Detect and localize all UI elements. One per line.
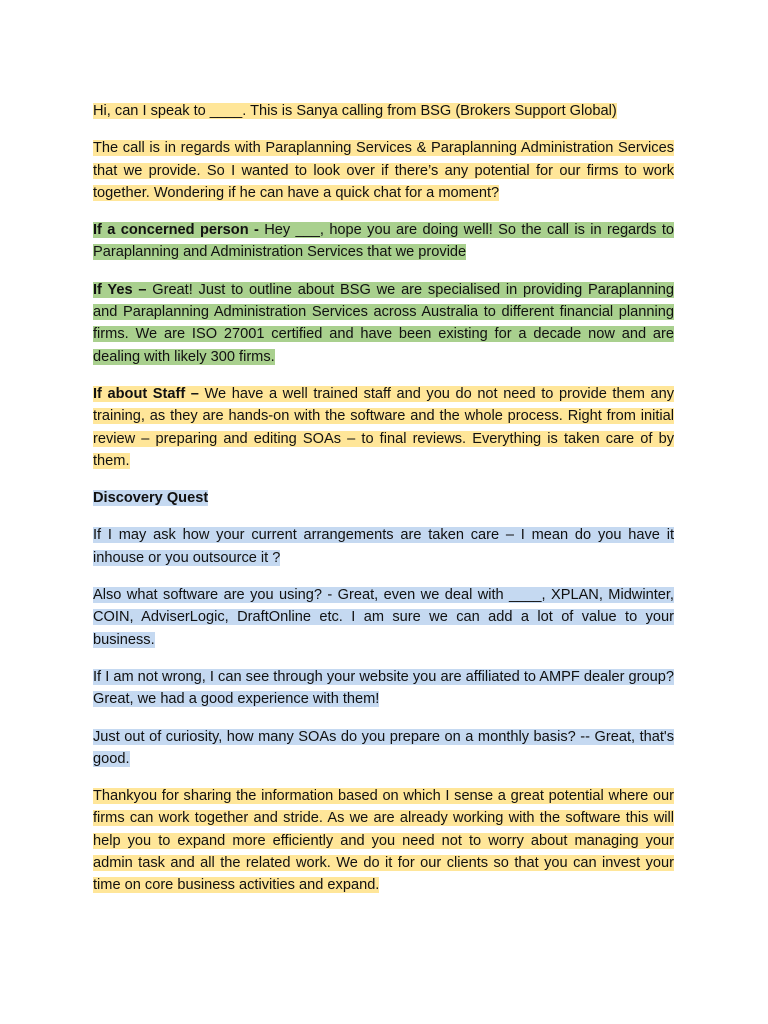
discovery-heading-paragraph	[93, 487, 674, 509]
soas-text: Just out of curiosity, how many SOAs do you prepare on a monthly basis? -- Great, that's good.	[93, 728, 674, 767]
discovery-heading: Discovery Quest	[93, 490, 209, 507]
if-yes-paragraph	[93, 279, 674, 368]
arrangements-text: If I may ask how your current arrangements are taken care – I mean do you have it inhouse or you outsource it ?	[93, 527, 674, 566]
greeting-paragraph	[93, 100, 674, 122]
concerned-person-paragraph	[93, 219, 674, 264]
soas-paragraph	[93, 726, 674, 771]
software-text: Also what software are you using? - Great, even we deal with ____, XPLAN, Midwinter, COIN, AdviserLogic, DraftOnline etc. I am sure we can add a lot of value to your business.	[93, 587, 674, 648]
about-staff-paragraph	[93, 383, 674, 472]
about-staff-lead: If about Staff –	[93, 385, 199, 402]
intro-text: The call is in regards with Paraplanning Services & Paraplanning Administration Services that we provide. So I wanted to look over if there’s any potential for our firms to work together. Wondering if he can have a quick chat for a moment?	[93, 140, 674, 201]
intro-paragraph	[93, 137, 674, 204]
arrangements-paragraph	[93, 524, 674, 569]
about-staff-text: We have a well trained staff and you do not need to provide them any training, as they are hands-on with the software and the whole process. Right from initial review – preparing and editing SOAs – to final reviews. Everything is taken care of by them.	[93, 385, 674, 469]
greeting-text: Hi, can I speak to ____. This is Sanya calling from BSG (Brokers Support Global)	[93, 103, 617, 119]
software-paragraph	[93, 584, 674, 651]
if-yes-lead: If Yes –	[93, 281, 147, 298]
dealer-group-text: If I am not wrong, I can see through your website you are affiliated to AMPF dealer group? Great, we had a good experience with them!	[93, 668, 674, 708]
closing-paragraph	[93, 785, 674, 896]
dealer-group-paragraph	[93, 666, 674, 711]
if-yes-text: Great! Just to outline about BSG we are specialised in providing Paraplanning and Paraplanning Administration Services across Australia to different financial planning firms. We are ISO 27001 certified and have been existing for a decade now and are dealing with likely 300 firms.	[93, 281, 674, 365]
concerned-person-lead: If a concerned person -	[93, 222, 259, 239]
concerned-person-text: Hey ___, hope you are doing well! So the call is in regards to Paraplanning and Administration Services that we provide	[93, 222, 674, 261]
closing-text: Thankyou for sharing the information based on which I sense a great potential where our firms can work together and stride. As we are already working with the software this will help you to expand more efficiently and you need not to worry about managing your admin task and all the related work. We do it for our clients so that you can invest your time on core business activities and expand.	[93, 788, 674, 894]
document-page	[93, 100, 674, 912]
